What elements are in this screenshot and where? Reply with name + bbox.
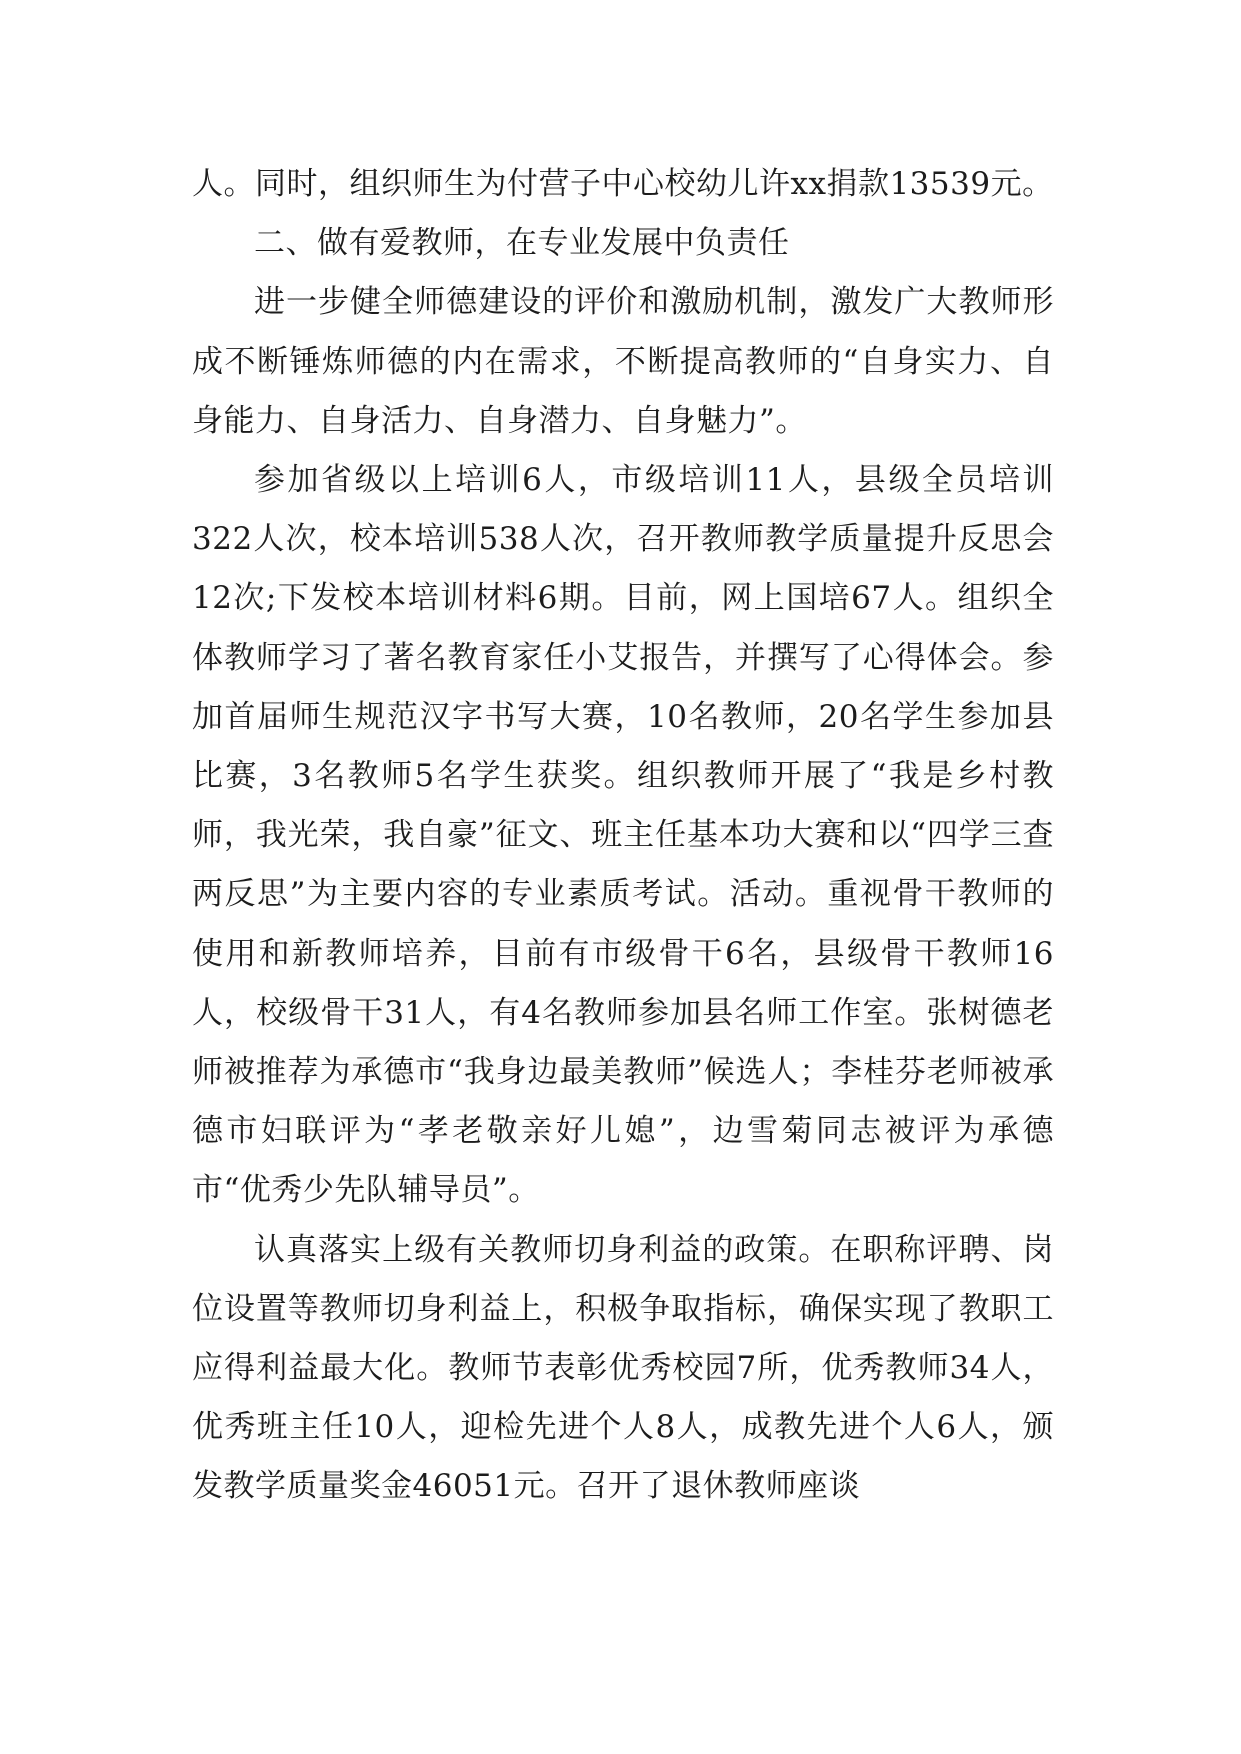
- body-text: [192, 155, 1054, 1517]
- paragraph-teacher-benefits: 认真落实上级有关教师切身利益的政策。在职称评聘、岗位设置等教师切身利益上，积极争取指标，确保实现了教职工应得利益最大化。教师节表彰优秀校园7所，优秀教师34人，优秀班主任10人，迎检先进个人8人，成教先进个人6人，颁发教学质量奖金46051元。召开了退休教师座谈: [192, 1231, 1054, 1505]
- paragraph-continuation: 人。同时，组织师生为付营子中心校幼儿许xx捐款13539元。: [192, 166, 1054, 202]
- paragraph-ethics-mechanism: 进一步健全师德建设的评价和激励机制，激发广大教师形成不断锤炼师德的内在需求，不断提高教师的“自身实力、自身能力、自身活力、自身潜力、自身魅力”。: [192, 284, 1054, 439]
- paragraph-training: 参加省级以上培训6人，市级培训11人，县级全员培训322人次，校本培训538人次，召开教师教学质量提升反思会12次;下发校本培训材料6期。目前，网上国培67人。组织全体教师学习了著名教育家任小艾报告，并撰写了心得体会。参加首届师生规范汉字书写大赛，10名教师，20名学生参加县比赛，3名教师5名学生获奖。组织教师开展了“我是乡村教师，我光荣，我自豪”征文、班主任基本功大赛和以“四学三查两反思”为主要内容的专业素质考试。活动。重视骨干教师的使用和新教师培养，目前有市级骨干6名，县级骨干教师16人，校级骨干31人，有4名教师参加县名师工作室。张树德老师被推荐为承德市“我身边最美教师”候选人；李桂芬老师被承德市妇联评为“孝老敬亲好儿媳”，边雪菊同志被评为承德市“优秀少先队辅导员”。: [192, 462, 1054, 1209]
- section-heading: 二、做有爱教师，在专业发展中负责任: [254, 225, 790, 262]
